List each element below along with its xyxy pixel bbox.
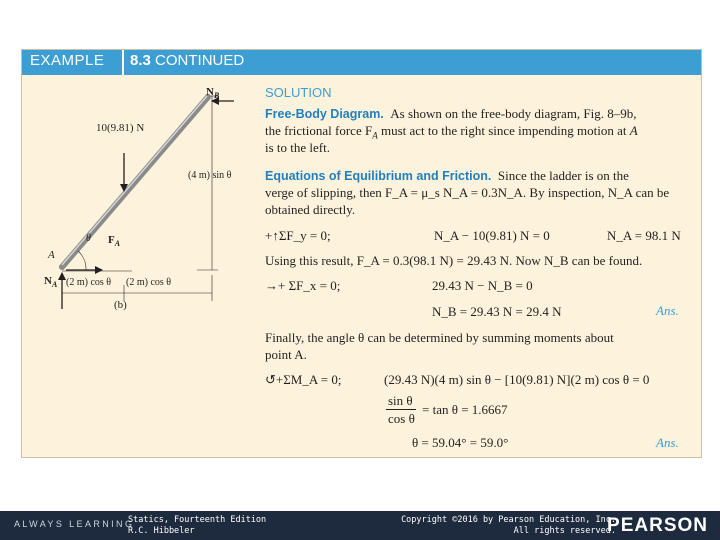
eq-line-3: obtained directly.: [265, 202, 356, 217]
sum-fx: →+ ΣF_x = 0;: [265, 278, 341, 293]
nb-result: N_B = 29.43 N = 29.4 N: [432, 304, 562, 319]
fbd-line-2: the frictional force $F_A$ must act to the right since impending motion at A: [265, 123, 638, 141]
fbd-line-3: is to the left.: [265, 140, 330, 155]
example-number-value: 8.3: [130, 52, 151, 69]
ans-label-2: Ans.: [656, 435, 679, 450]
continued-label: CONTINUED: [155, 52, 245, 69]
theta-result: θ = 59.04° = 59.0°: [412, 435, 509, 450]
label-a: A: [48, 249, 55, 261]
fbd-line-1: [265, 105, 637, 123]
footer-bar: [0, 511, 720, 540]
always-learning-tagline: ALWAYS LEARNING: [14, 519, 135, 529]
using-line: Using this result, F_A = 0.3(98.1 N) = 29.43 N. Now N_B can be found.: [265, 253, 643, 268]
label-fa: $F_A$: [108, 234, 121, 249]
eq-line-2: verge of slipping, then F_A = μ_s N_A = 0.3N_A. By inspection, N_A can be: [265, 185, 670, 200]
book-title: Statics, Fourteenth Edition: [128, 515, 267, 525]
sum-ma: ↺+ΣM_A = 0;: [265, 372, 342, 387]
example-label: EXAMPLE: [30, 52, 105, 69]
header-divider: [122, 50, 124, 75]
eq-title: Equations of Equilibrium and Friction.: [265, 169, 492, 183]
label-weight: 10(9.81) N: [96, 122, 145, 134]
free-body-diagram: [22, 75, 262, 345]
na-result: N_A = 98.1 N: [607, 228, 681, 243]
eq-line-1-text: Since the ladder is on the: [497, 168, 629, 183]
label-dim1: (2 m) cos θ: [66, 277, 112, 288]
book-author: R.C. Hibbeler: [128, 526, 195, 536]
label-nb: $N_B$: [206, 86, 220, 101]
frac-den: cos θ: [388, 411, 415, 426]
pearson-logo: PEARSON: [607, 515, 708, 536]
frac-num: sin θ: [388, 393, 413, 408]
finally-line-2: point A.: [265, 347, 307, 362]
book-info: [128, 515, 266, 537]
ans-label-1: Ans.: [656, 303, 679, 318]
finally-line-1: Finally, the angle θ can be determined by summing moments about: [265, 330, 614, 345]
copyright: [401, 515, 616, 537]
sum-fy: +↑ΣF_y = 0;: [265, 228, 331, 243]
solution-heading: SOLUTION: [265, 85, 332, 100]
label-na: $N_A$: [44, 275, 58, 290]
example-header: [22, 50, 701, 75]
sum-ma-eq: (29.43 N)(4 m) sin θ − [10(9.81) N](2 m) cos θ = 0: [384, 372, 650, 387]
copyright-line-1: Copyright ©2016 by Pearson Education, Inc.: [401, 515, 616, 525]
sum-fx-eq: 29.43 N − N_B = 0: [432, 278, 533, 293]
label-dim2: (2 m) cos θ: [126, 277, 172, 288]
example-number: [130, 52, 244, 69]
label-theta: θ: [86, 233, 91, 244]
label-height: (4 m) sin θ: [188, 170, 232, 181]
fbd-title: Free-Body Diagram.: [265, 107, 384, 121]
copyright-line-2: All rights reserved.: [513, 526, 616, 536]
figure-caption: (b): [114, 299, 127, 311]
theta-arc: [78, 251, 86, 270]
eq-line-1: [265, 167, 629, 185]
tan-eq: = tan θ = 1.6667: [422, 402, 508, 417]
slide-panel: [21, 49, 702, 458]
fbd-line-1-text: As shown on the free-body diagram, Fig. 8–9b,: [390, 106, 637, 121]
sum-fy-eq: N_A − 10(9.81) N = 0: [434, 228, 550, 243]
